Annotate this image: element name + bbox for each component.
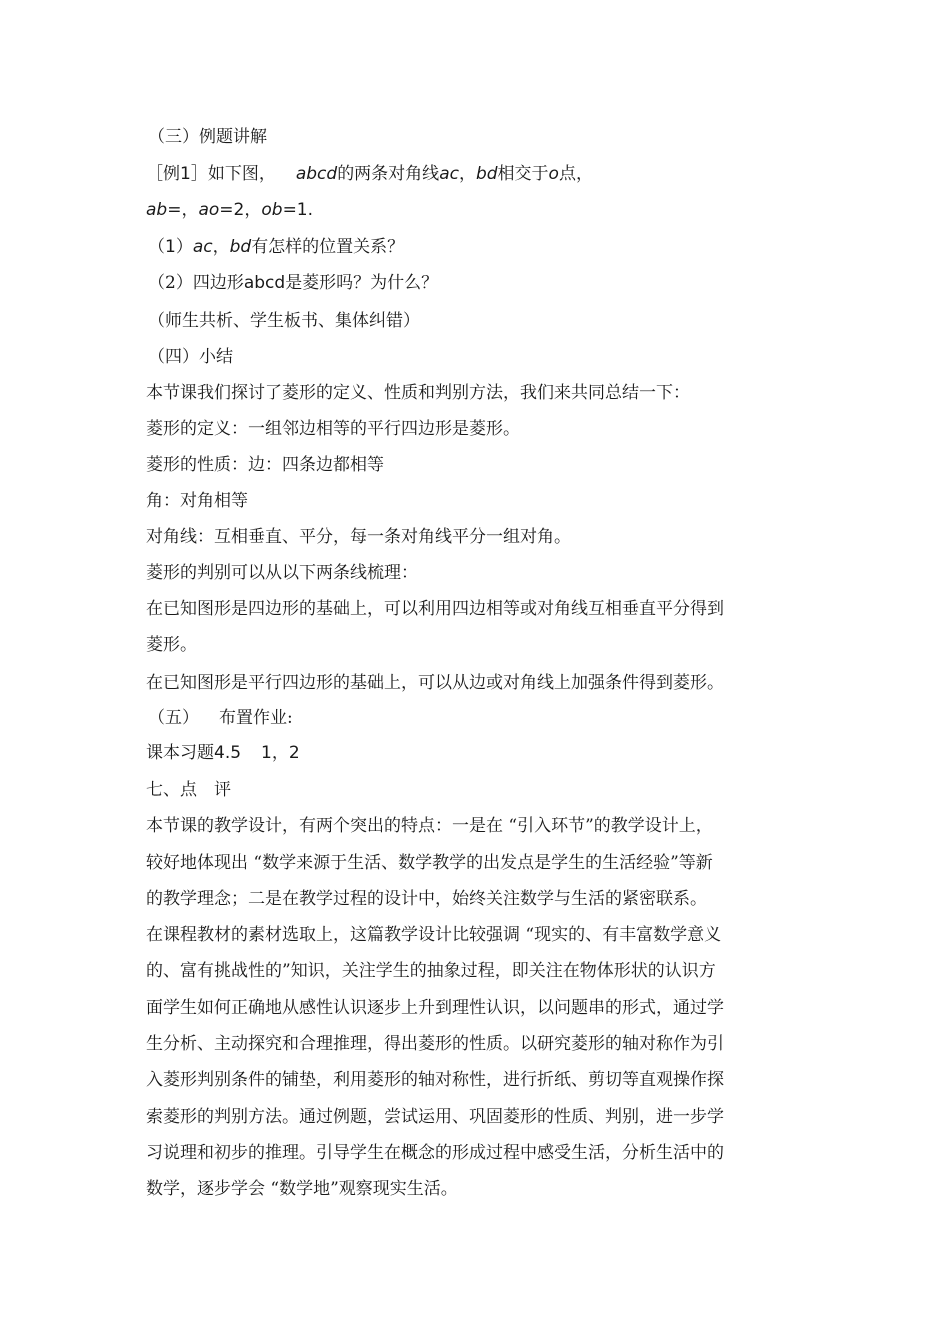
segment-ab: ab (146, 200, 168, 220)
section3-note: （师生共析、学生板书、集体纠错） (148, 311, 420, 331)
question-1-num: （1） (148, 237, 193, 257)
summary-line: 菱形的定义：一组邻边相等的平行四边形是菱形。 (146, 419, 520, 439)
question-1 (148, 236, 828, 258)
review-line: 数学，逐步学会 “数学地”观察现实生活。 (146, 1179, 458, 1199)
given-eq2: =2， (219, 200, 262, 220)
q2-quad: abcd (243, 273, 286, 293)
given-values-line (146, 199, 826, 221)
summary-line: 在已知图形是四边形的基础上，可以利用四边相等或对角线互相垂直平分得到 (146, 599, 724, 619)
review-line: 生分析、主动探究和合理推理，得出菱形的性质。以研究菱形的轴对称作为引 (146, 1034, 724, 1054)
example-text2: 相交于 (497, 164, 549, 184)
review-line: 习说理和初步的推理。引导学生在概念的形成过程中感受生活，分析生活中的 (146, 1143, 724, 1163)
example-text3: 点， (558, 164, 593, 184)
summary-line: 菱形。 (146, 635, 197, 655)
homework-ref: 4.5 (214, 743, 242, 763)
summary-line: 菱形的性质：边：四条边都相等 (146, 455, 384, 475)
question-1-text: 有怎样的位置关系？ (251, 237, 405, 257)
section3-heading: （三）例题讲解 (148, 127, 267, 147)
point-o: o (548, 164, 559, 184)
question-2-num: （2）四边形 (148, 273, 244, 293)
summary-line: 本节课我们探讨了菱形的定义、性质和判别方法，我们来共同总结一下： (146, 383, 690, 403)
homework-items: 1，2 (261, 743, 300, 763)
example-text1: 的两条对角线 (337, 164, 440, 184)
example-1-line (146, 163, 826, 185)
section5-heading-num: （五） (148, 708, 199, 728)
example-label-close: ］如下图， (190, 164, 276, 184)
given-eq1: =， (167, 200, 199, 220)
diagonal-ac: ac (439, 164, 459, 184)
summary-line: 菱形的判别可以从以下两条线梳理： (146, 563, 418, 583)
quad-name: abcd (295, 164, 338, 184)
review-line: 入菱形判别条件的铺垫，利用菱形的轴对称性，进行折纸、剪切等直观操作探 (146, 1070, 724, 1090)
review-line: 面学生如何正确地从感性认识逐步上升到理性认识，以问题串的形式，通过学 (146, 998, 724, 1018)
homework-text: 课本习题 (146, 743, 214, 763)
summary-line: 对角线：互相垂直、平分，每一条对角线平分一组对角。 (146, 527, 571, 547)
segment-ob: ob (261, 200, 283, 220)
review-line: 本节课的教学设计，有两个突出的特点：一是在 “引入环节”的教学设计上， (146, 816, 713, 836)
given-eq3: =1. (282, 200, 314, 220)
comma: ， (212, 237, 230, 257)
section5-heading-text: 布置作业: (219, 708, 293, 728)
review-line: 在课程教材的素材选取上，这篇教学设计比较强调 “现实的、有丰富数学意义 (146, 925, 722, 945)
review-line: 索菱形的判别方法。通过例题，尝试运用、巩固菱形的性质、判别，进一步学 (146, 1107, 724, 1127)
review-line: 较好地体现出 “数学来源于生活、数学教学的出发点是学生的生活经验”等新 (146, 853, 713, 873)
summary-line: 角：对角相等 (146, 491, 248, 511)
segment-ao: ao (198, 200, 220, 220)
q1-bd: bd (229, 237, 252, 257)
section5-heading (148, 707, 828, 729)
section4-heading: （四）小结 (148, 347, 233, 367)
q1-ac: ac (192, 237, 213, 257)
homework-line (146, 742, 826, 764)
summary-line: 在已知图形是平行四边形的基础上，可以从边或对角线上加强条件得到菱形。 (146, 673, 724, 693)
question-2 (148, 272, 828, 294)
comma: ， (458, 164, 476, 184)
example-label-num: 1 (180, 164, 191, 184)
review-line: 的、富有挑战性的”知识，关注学生的抽象过程，即关注在物体形状的认识方 (146, 961, 716, 981)
diagonal-bd: bd (475, 164, 498, 184)
example-label-open: ［例 (146, 164, 180, 184)
review-line: 的教学理念；二是在教学过程的设计中，始终关注数学与生活的紧密联系。 (146, 889, 707, 909)
section7-heading: 七、点 评 (146, 780, 231, 800)
question-2-text: 是菱形吗？为什么？ (285, 273, 439, 293)
